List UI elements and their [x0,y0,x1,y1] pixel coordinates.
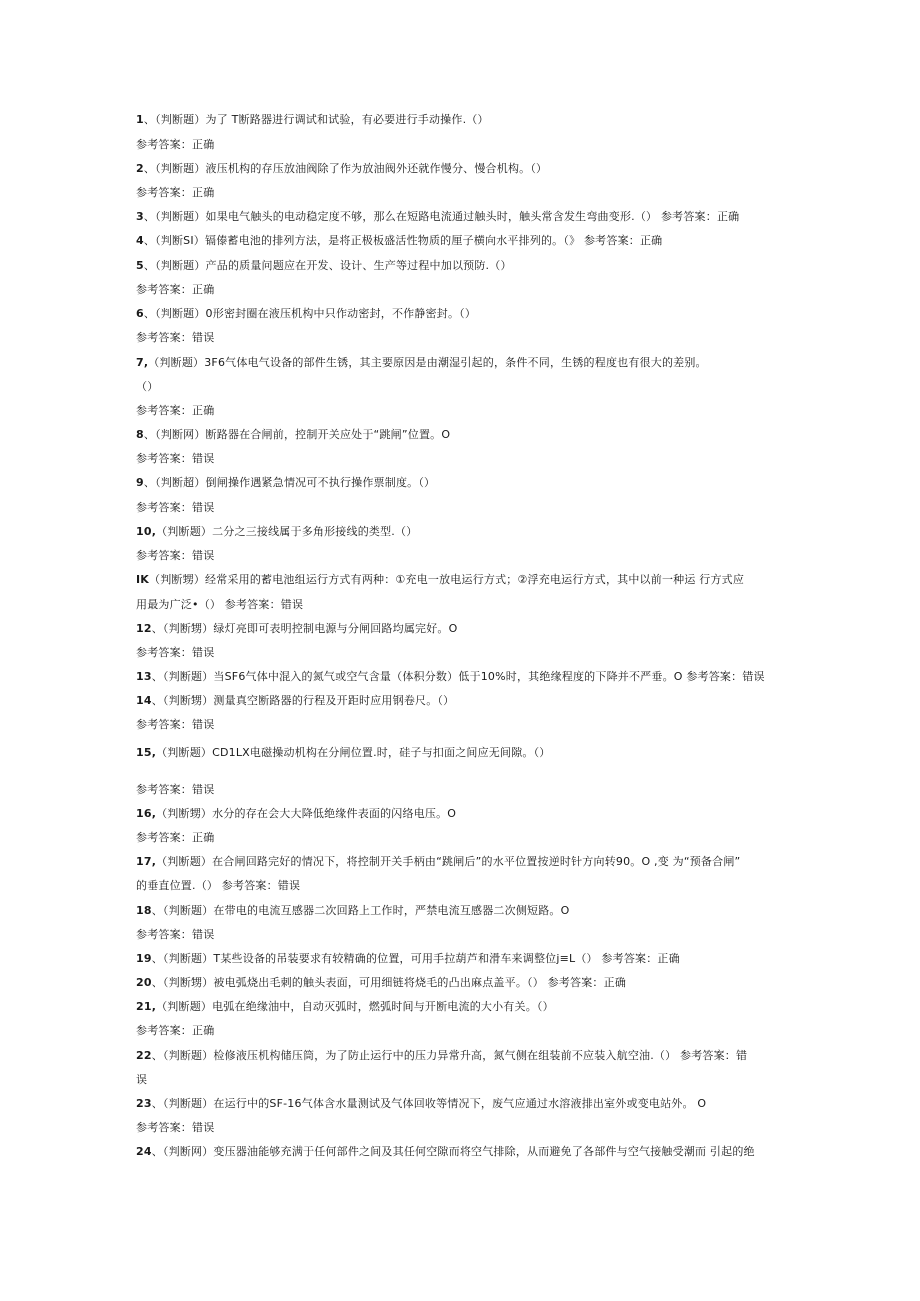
question-text: （判断网）断路器在合闸前，控制开关应处于“跳闸”位置。O [155,428,451,441]
answer-text: 参考答案：正确 [136,283,215,296]
question-line [136,1048,786,1063]
question-line [136,475,786,490]
answer-text: 参考答案：错误 [136,783,215,796]
answer-text: 参考答案：正确 [136,404,215,417]
answer-text: 的垂直位置.（） 参考答案：错误 [136,879,301,892]
question-line [136,258,786,273]
question-number: 23 [136,1097,152,1110]
question-separator: 、 [151,694,163,707]
question-text: （判断题）检修液压机构储压筒，为了防止运行中的压力异常升高，氮气侧在组装前不应装入航空油.（） 参考答案：错 [162,1049,748,1062]
answer-line [136,282,786,297]
answer-text: 参考答案：正确 [136,1024,215,1037]
question-line [136,806,786,821]
question-separator: 、 [143,476,156,489]
question-separator: 、 [143,259,156,272]
question-separator: 、 [143,307,156,320]
question-line [136,975,786,990]
answer-line [136,403,786,418]
answer-line [136,500,786,515]
question-line [136,233,786,248]
question-separator: 、 [143,210,156,223]
answer-text: （） [136,380,159,393]
question-separator: 、 [151,1097,163,1110]
question-separator: 、 [151,976,163,989]
question-number: 7, [136,356,149,369]
answer-text: 参考答案：错误 [136,549,215,562]
answer-line [136,330,786,345]
answer-text: 参考答案：正确 [136,831,215,844]
question-number: 19 [136,952,152,965]
question-text: （判断题）液压机构的存压放油阀除了作为放油阀外还就作慢分、慢合机构。（） [155,162,548,175]
answer-line [136,782,786,797]
question-separator: 、 [151,904,163,917]
question-line [136,524,786,539]
question-number: 1 [136,113,144,126]
answer-line [136,1072,786,1087]
question-text: （判断题）当SF6气体中混入的氮气或空气含量（体积分数）低于10%时，其绝缘程度的下降并不严垂。O 参考答案：错误 [162,670,765,683]
question-text: （判断题）0形密封圈在液压机构中只作动密封，不作静密封。（） [155,307,477,320]
question-text: （判断SI）镉傣蓄电池的排列方法，是将正极板盛活性物质的厘子横向水平排列的。（》 参考答案：正确 [155,234,663,247]
question-number: 6 [136,307,144,320]
answer-text: 参考答案：错误 [136,646,215,659]
answer-line [136,137,786,152]
question-line [136,1144,786,1159]
question-number: 24 [136,1145,152,1158]
question-separator: 、 [151,670,163,683]
answer-text: 参考答案：错误 [136,331,215,344]
question-number: 3 [136,210,144,223]
question-text: （判断题）3F6气体电气设备的部件生锈，其主要原因是由潮湿引起的，条件不同，生锈的程度也有很大的差别。 [148,356,707,369]
answer-line [136,830,786,845]
answer-text: 参考答案：错误 [136,718,215,731]
question-line [136,306,786,321]
question-line [136,161,786,176]
question-number: 13 [136,670,152,683]
answer-text: 用最为广泛•（） 参考答案：错误 [136,598,304,611]
question-line [136,669,786,684]
question-number: 9 [136,476,144,489]
answer-line [136,379,786,394]
question-line [136,693,786,708]
answer-line [136,645,786,660]
question-line [136,355,786,370]
question-text: （判断甥）水分的存在会大大降低绝缘件表面的闪络电压。O [156,807,457,820]
question-line [136,112,786,127]
question-number: 22 [136,1049,152,1062]
question-separator: 、 [143,162,156,175]
question-text: （判断题）CD1LX电磁操动机构在分闸位置.时，硅子与扣面之间应无间隙。（） [156,746,551,759]
question-separator: 、 [151,1145,163,1158]
question-separator: 、 [151,1049,163,1062]
question-number: 5 [136,259,144,272]
question-number: 16, [136,807,157,820]
answer-text: 参考答案：正确 [136,186,215,199]
question-number: 4 [136,234,144,247]
question-text: （判断甥）绿灯亮即可表明控制电源与分闸回路均属完好。O [162,622,458,635]
answer-line [136,548,786,563]
answer-text: 参考答案：错误 [136,1121,215,1134]
answer-line [136,451,786,466]
question-separator: 、 [143,113,156,126]
question-number: 15, [136,746,157,759]
question-text: （判断题）产品的质量问题应在开发、设计、生产等过程中加以预防.（） [155,259,512,272]
answer-text: 参考答案：错误 [136,452,215,465]
question-line [136,903,786,918]
question-number: 8 [136,428,144,441]
answer-line [136,1120,786,1135]
question-text: （判断题）T某些设备的吊装要求有较精确的位置，可用手拉葫芦和滑车来调整位j≡L（） 参考答案：正确 [162,952,680,965]
question-text: （判断超）倒闸操作遇紧急情况可不执行操作票制度。（） [155,476,436,489]
question-line [136,999,786,1014]
answer-text: 参考答案：错误 [136,928,215,941]
question-text: （判断题）电弧在绝缘油中，自动灭弧时，燃弧时间与开断电流的大小有关。（） [156,1000,554,1013]
question-line [136,427,786,442]
question-number: 12 [136,622,152,635]
question-number: 21, [136,1000,157,1013]
question-line [136,621,786,636]
question-number: 2 [136,162,144,175]
question-line [136,1096,786,1111]
question-text: （判断题）为了 T断路器进行调试和试验，有必要进行手动操作.（） [155,113,489,126]
question-text: （判断甥）被电弧烧出毛刺的触头表面，可用细链将烧毛的凸出麻点盖平。（） 参考答案：正确 [162,976,627,989]
question-line [136,572,786,587]
answer-text: 误 [136,1073,148,1086]
question-number: 17, [136,855,157,868]
question-line [136,209,786,224]
question-number: 10, [136,525,157,538]
question-line [136,951,786,966]
answer-line [136,717,786,732]
answer-text: 参考答案：错误 [136,501,215,514]
question-text: （判断题）如果电气触头的电动稳定度不够，那么在短路电流通过触头时，触头常含发生弯曲变形.（） 参考答案：正确 [155,210,740,223]
question-line [136,745,786,760]
question-text: （判断题）在运行中的SF-16气体含水量测试及气体回收等情况下，废气应通过水溶液排出室外或变电站外。 O [162,1097,707,1110]
answer-line [136,927,786,942]
answer-line [136,1023,786,1038]
question-number: 18 [136,904,152,917]
question-text: （判断甥）测量真空断路器的行程及开距时应用钢卷尺。（） [162,694,455,707]
question-number: 14 [136,694,152,707]
answer-line [136,878,786,893]
answer-text: 参考答案：正确 [136,138,215,151]
question-separator: 、 [151,952,163,965]
question-number: IK [136,573,150,586]
question-text: （判断甥）经常采用的蓄电池组运行方式有两种：①充电一放电运行方式；②浮充电运行方式，其中以前一种运 行方式应 [149,573,745,586]
question-separator: 、 [143,234,156,247]
question-separator: 、 [151,622,163,635]
question-text: （判断题）二分之三接线属于多角形接线的类型.（） [156,525,418,538]
answer-line [136,597,786,612]
question-text: （判断网）变压器油能够充满于任何部件之间及其任何空隙而将空气排除，从而避免了各部件与空气接触受潮而 引起的绝 [162,1145,755,1158]
question-text: （判断题）在合闸回路完好的情况下，将控制开关手柄由“跳闸后”的水平位置按逆时针方向转90。O ,变 为“预备合闸” [156,855,741,868]
question-number: 20 [136,976,152,989]
question-text: （判断题）在带电的电流互感器二次回路上工作时，严禁电流互感器二次侧短路。O [162,904,570,917]
answer-line [136,185,786,200]
question-line [136,854,786,869]
question-separator: 、 [143,428,156,441]
